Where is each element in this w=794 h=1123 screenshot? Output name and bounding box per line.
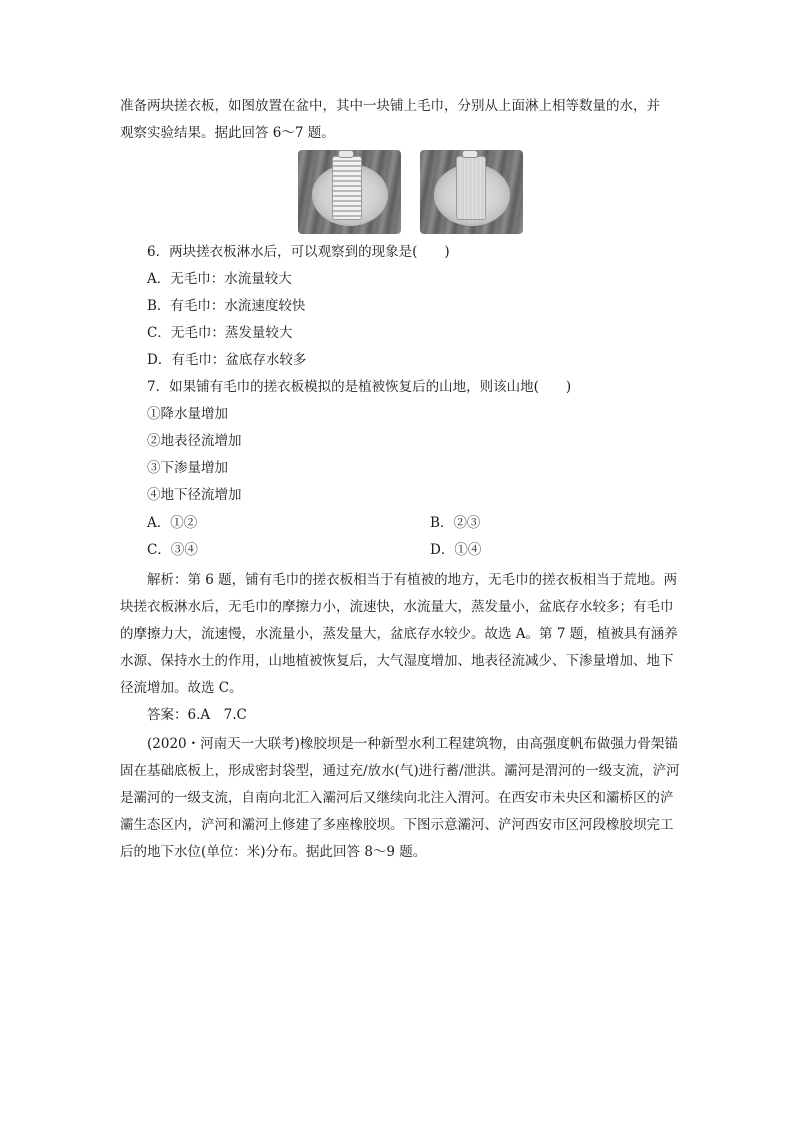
question-7-stem: 7．如果铺有毛巾的搓衣板模拟的是植被恢复后的山地，则该山地( ) [147, 379, 572, 395]
question-7-item-1: ①降水量增加 [147, 406, 228, 422]
question-7-option-d: D．①④ [430, 542, 482, 558]
washboard-handle [462, 150, 478, 158]
experiment-figures [298, 150, 523, 234]
washboard-without-towel-photo [298, 150, 401, 234]
question-7-item-2: ②地表径流增加 [147, 433, 242, 449]
question-7-option-a: A．①② [147, 515, 198, 531]
question-7-option-c: C．③④ [147, 542, 198, 558]
question-6-option-b: B．有毛巾：水流速度较快 [147, 298, 306, 314]
intro-line-1: 准备两块搓衣板，如图放置在盆中，其中一块铺上毛巾，分别从上面淋上相等数量的水，并 [120, 98, 660, 114]
analysis-paragraph: 解析：第 6 题，铺有毛巾的搓衣板相当于有植被的地方，无毛巾的搓衣板相当于荒地。两块搓衣板淋水后，无毛巾的摩擦力小，流速快，水流量大，蒸发量小，盆底存水较多；有毛巾的摩擦力大，流速慢，水流量小，蒸发量大，盆底存水较少。故选 A。第 7 题，植被具有涵养水源、保持水土的作用，山地植被恢复后，大气湿度增加、地表径流减少、下渗量增加、地下径流增加。故选 C。 [120, 572, 678, 696]
washboard-with-towel-photo [420, 150, 523, 234]
intro-line-2: 观察实验结果。据此回答 6～7 题。 [120, 125, 335, 141]
towel-covered-washboard [456, 156, 486, 220]
question-6-option-a: A．无毛巾：水流量较大 [147, 271, 292, 287]
question-6-option-c: C．无毛巾：蒸发量较大 [147, 325, 293, 341]
answer-line: 答案：6.A 7.C [147, 707, 247, 723]
question-7-item-3: ③下渗量增加 [147, 460, 228, 476]
passage-paragraph: (2020・河南天一大联考)橡胶坝是一种新型水利工程建筑物，由高强度帆布做强力骨架锚固在基础底板上，形成密封袋型，通过充/放水(气)进行蓄/泄洪。灞河是渭河的一级支流，浐河是灞河的一级支流，自南向北汇入灞河后又继续向北注入渭河。在西安市未央区和灞桥区的浐灞生态区内，浐河和灞河上修建了多座橡胶坝。下图示意灞河、浐河西安市区河段橡胶坝完工后的地下水位(单位：米)分布。据此回答 8～9 题。 [120, 736, 680, 860]
question-7-option-b: B．②③ [430, 515, 481, 531]
washboard [332, 156, 362, 220]
question-6-option-d: D．有毛巾：盆底存水较多 [147, 352, 307, 368]
question-7-item-4: ④地下径流增加 [147, 487, 242, 503]
washboard-handle [338, 150, 354, 158]
question-6-stem: 6．两块搓衣板淋水后，可以观察到的现象是( ) [147, 244, 450, 260]
